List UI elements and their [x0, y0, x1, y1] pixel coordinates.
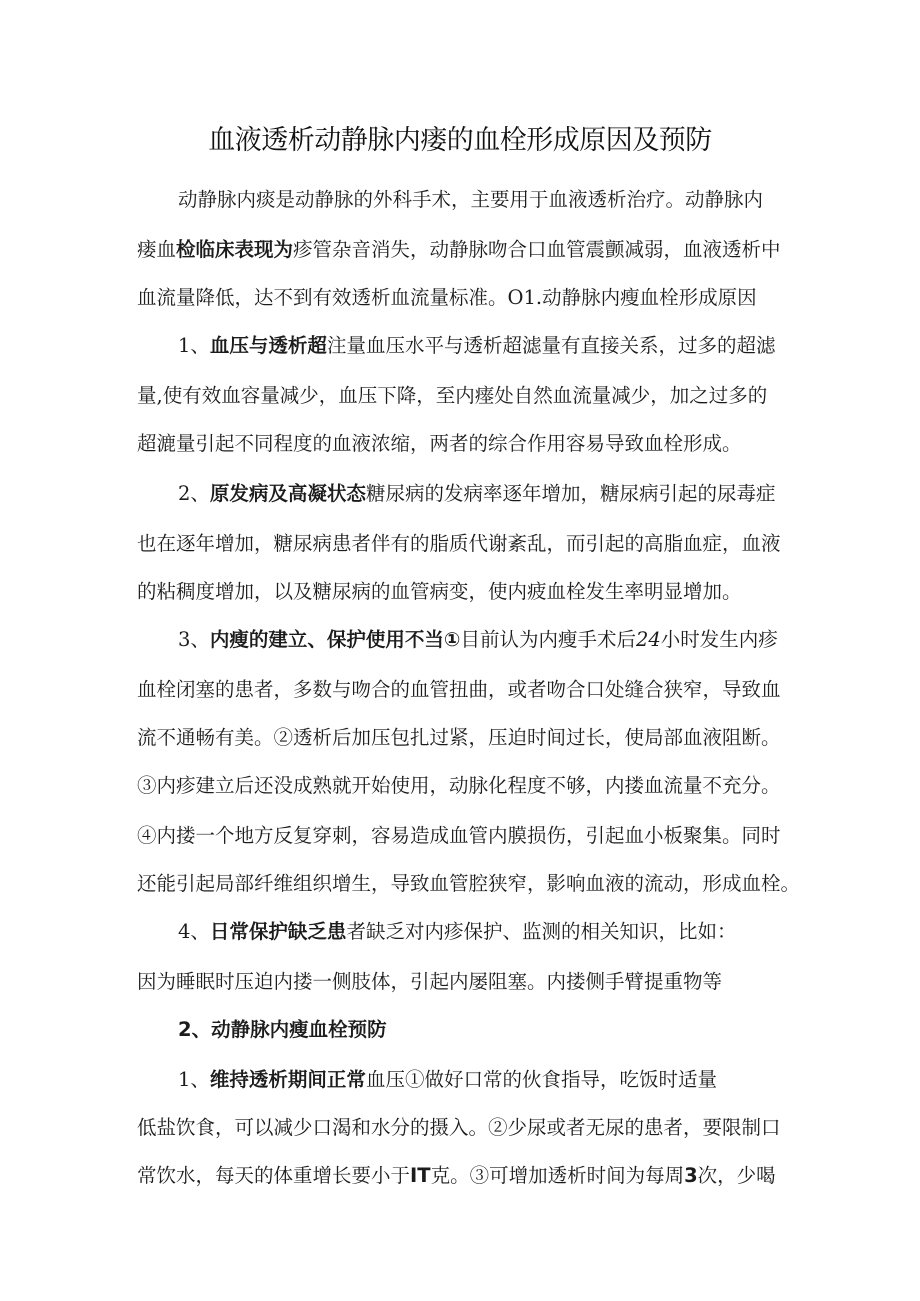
text-run: 超漉量引起不同程度的血液浓缩，两者的综合作用容易导致血栓形成。	[137, 432, 742, 455]
text-line	[178, 1020, 387, 1040]
text-run: 瘘血	[137, 238, 177, 261]
text-run: 血流量降低，达不到有效透析血流量标准。O1.动静脉内瘦血栓形成原因	[137, 286, 757, 309]
text-line	[178, 484, 775, 504]
text-line	[178, 630, 778, 650]
text-line	[137, 582, 742, 602]
text-line	[137, 434, 742, 454]
bold-text: 2、动静脉内瘦血栓预防	[178, 1018, 387, 1041]
text-run: 克。③可增加透析时间为每周	[430, 1164, 685, 1187]
bold-text: 检临床表现为	[176, 238, 294, 261]
text-run: 小时发生内疹	[660, 628, 778, 651]
text-line	[137, 972, 722, 992]
text-line	[137, 288, 757, 308]
text-line	[137, 1118, 781, 1138]
text-run: 4、	[178, 920, 210, 943]
bold-text: IT	[410, 1164, 431, 1187]
text-run: 低盐饮食，可以减少口渴和水分的摄入。②少尿或者无尿的患者，要限制口	[137, 1116, 781, 1139]
text-run: 疹管杂音消失，动静脉吻合口血管震颤减弱，血液透析中	[293, 238, 781, 261]
text-run: 1、	[178, 334, 210, 357]
document-title: 血液透析动静脉内瘘的血栓形成原因及预防	[208, 125, 712, 156]
text-run: 糖尿病的发病率逐年增加，糖尿病引起的尿毒症	[365, 482, 776, 505]
text-run: 流不通畅有美。②透析后加压包扎过紧，压迫时间过长，使局部血液阻断。	[137, 726, 781, 749]
text-run: 24	[635, 628, 661, 651]
text-run: 注量血压水平与透析超滤量有直接关系，过多的超滤	[326, 334, 776, 357]
text-line	[137, 728, 781, 748]
bold-text: 原发病及高凝状态	[209, 482, 366, 505]
text-line	[137, 680, 781, 700]
bold-text: 维持透析期间正常	[209, 1068, 366, 1091]
text-line	[178, 336, 775, 356]
text-run: ④内搂一个地方反复穿刺，容易造成血管内膜损伤，引起血小板聚集。同时	[137, 824, 781, 847]
text-run: 次，少喝	[697, 1164, 776, 1187]
text-line	[137, 240, 781, 260]
bold-text: 日常保护缺乏患	[209, 920, 347, 943]
text-run: 量,使有效血容量减少，血压下降，至内瘗处自然血流量减少，加之过多的	[137, 384, 768, 407]
bold-text: 血压与透析超	[209, 334, 327, 357]
text-line	[137, 386, 767, 406]
text-run: 也在逐年增加，糖尿病患者伴有的脂质代谢紊乱，而引起的高脂血症，血液	[137, 532, 781, 555]
text-run: 的粘稠度增加，以及糖尿病的血管病变，使内疲血栓发生率明显增加。	[137, 580, 742, 603]
text-run: 动静脉内痰是动静脉的外科手术，主要用于血液透析治疗。动静脉内	[178, 188, 764, 211]
text-line	[137, 776, 781, 796]
text-line	[137, 874, 800, 894]
text-run: 1、	[178, 1068, 210, 1091]
text-run: ③内疹建立后还没成熟就开始使用，动脉化程度不够，内搂血流量不充分。	[137, 774, 781, 797]
text-run: 者缺乏对内疹保护、监测的相关知识，比如：	[346, 920, 737, 943]
text-line	[137, 534, 781, 554]
text-run: 常饮水，每天的体重增长要小于	[137, 1164, 411, 1187]
text-line	[178, 190, 763, 210]
bold-text: 内瘦的建立、保护使用不当①	[209, 628, 461, 651]
text-run: 因为睡眠时压迫内搂一侧肢体，引起内屡阻塞。内搂侧手臂提重物等	[137, 970, 723, 993]
text-run: 血压①做好口常的伙食指导，吃饭时适量	[365, 1068, 717, 1091]
text-run: 血栓闭塞的患者，多数与吻合的血管扭曲，或者吻合口处缝合狭窄，导致血	[137, 678, 781, 701]
text-line	[137, 826, 781, 846]
text-run: 目前认为内瘦手术后	[460, 628, 636, 651]
text-run: 2、	[178, 482, 210, 505]
text-line	[178, 1070, 717, 1090]
text-line	[178, 922, 736, 942]
bold-text: 3	[684, 1164, 698, 1187]
text-run: 还能引起局部纤维组织增生，导致血管腔狭窄，影响血液的流动，形成血栓。	[137, 872, 801, 895]
text-run: 3、	[178, 628, 210, 651]
text-line	[137, 1166, 776, 1186]
